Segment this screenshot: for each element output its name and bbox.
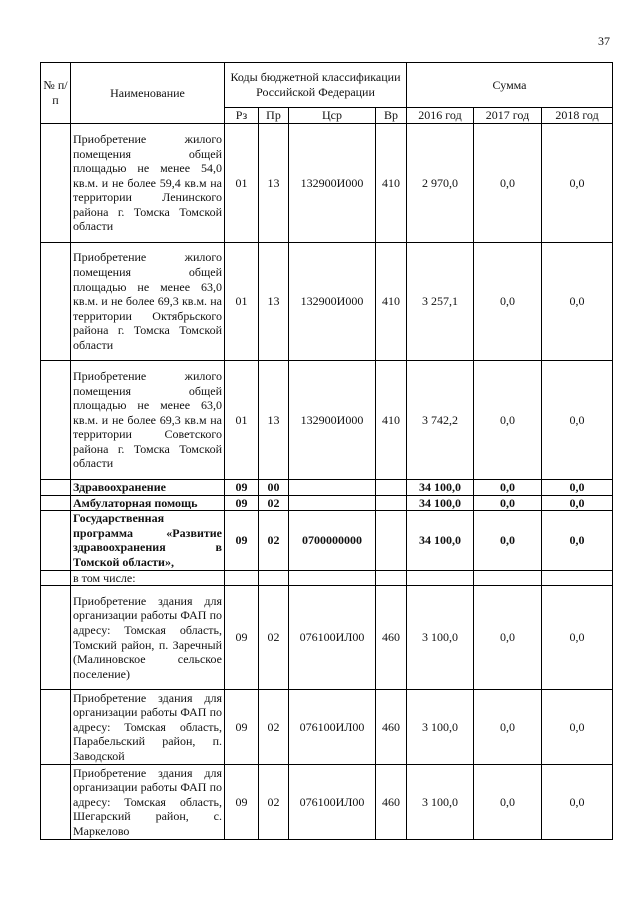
row-rz: 01 [225, 243, 259, 361]
row-2017: 0,0 [474, 243, 542, 361]
row-pr: 02 [259, 495, 289, 511]
row-2017: 0,0 [474, 690, 542, 765]
row-pr: 13 [259, 124, 289, 243]
row-vr: 460 [376, 765, 407, 840]
header-row [41, 63, 613, 108]
row-2016: 3 100,0 [407, 690, 474, 765]
budget-table [40, 62, 613, 840]
table-row [41, 570, 613, 586]
table-row [41, 765, 613, 840]
row-vr: 410 [376, 243, 407, 361]
row-num [41, 243, 71, 361]
row-pr: 02 [259, 690, 289, 765]
row-2018: 0,0 [542, 495, 613, 511]
row-num [41, 765, 71, 840]
table-row [41, 243, 613, 361]
row-rz: 09 [225, 765, 259, 840]
row-2018: 0,0 [542, 361, 613, 480]
row-name: Приобретение жилого помещения общей площадью не менее 63,0 кв.м. и не более 69,3 кв.м. на территории Октябрьского района г. Томска Томской области [71, 243, 225, 361]
row-name: Приобретение здания для организации работы ФАП по адресу: Томская область, Томский район, п. Заречный (Малиновское сельское поселение) [71, 586, 225, 690]
table-row-program [41, 511, 613, 570]
row-rz: 09 [225, 480, 259, 496]
table-row [41, 361, 613, 480]
row-csr: 132900И000 [289, 243, 376, 361]
row-vr [376, 495, 407, 511]
row-2018: 0,0 [542, 690, 613, 765]
row-2017: 0,0 [474, 480, 542, 496]
row-csr [289, 480, 376, 496]
row-name: Приобретение здания для организации работы ФАП по адресу: Томская область, Парабельский район, п. Заводской [71, 690, 225, 765]
row-2016: 3 257,1 [407, 243, 474, 361]
row-num [41, 511, 71, 570]
header-2016: 2016 год [407, 108, 474, 124]
row-2018: 0,0 [542, 124, 613, 243]
header-codes: Коды бюджетной классификации Российской Федерации [225, 63, 407, 108]
row-vr: 410 [376, 361, 407, 480]
row-2017: 0,0 [474, 765, 542, 840]
row-csr: 076100ИЛ00 [289, 586, 376, 690]
row-vr: 460 [376, 690, 407, 765]
row-csr [289, 495, 376, 511]
row-2016: 3 100,0 [407, 586, 474, 690]
table-row [41, 586, 613, 690]
header-csr: Цср [289, 108, 376, 124]
row-2016: 3 742,2 [407, 361, 474, 480]
row-num [41, 586, 71, 690]
row-name: Приобретение здания для организации работы ФАП по адресу: Томская область, Шегарский район, с. Маркелово [71, 765, 225, 840]
row-2016: 34 100,0 [407, 511, 474, 570]
row-name: Государственная программа «Развитие здравоохранения в Томской области», [71, 511, 225, 570]
row-num [41, 361, 71, 480]
row-num [41, 124, 71, 243]
row-num [41, 480, 71, 496]
table-row-section [41, 480, 613, 496]
header-rz: Рз [225, 108, 259, 124]
table-row [41, 690, 613, 765]
row-name: Здравоохранение [71, 480, 225, 496]
row-csr: 076100ИЛ00 [289, 765, 376, 840]
row-2016: 2 970,0 [407, 124, 474, 243]
row-csr: 076100ИЛ00 [289, 690, 376, 765]
row-2017: 0,0 [474, 361, 542, 480]
row-pr: 02 [259, 511, 289, 570]
row-2018: 0,0 [542, 765, 613, 840]
row-pr: 02 [259, 586, 289, 690]
row-2018: 0,0 [542, 511, 613, 570]
row-csr: 132900И000 [289, 361, 376, 480]
row-vr [376, 480, 407, 496]
row-pr: 02 [259, 765, 289, 840]
row-name: Приобретение жилого помещения общей площадью не менее 54,0 кв.м. и не более 59,4 кв.м на территории Ленинского района г. Томска Томской области [71, 124, 225, 243]
row-rz [225, 570, 259, 586]
row-pr: 13 [259, 361, 289, 480]
row-vr [376, 570, 407, 586]
row-rz: 09 [225, 495, 259, 511]
table-row [41, 124, 613, 243]
header-2017: 2017 год [474, 108, 542, 124]
row-pr: 13 [259, 243, 289, 361]
row-name: Приобретение жилого помещения общей площадью не менее 63,0 кв.м. и не более 69,3 кв.м на территории Советского района г. Томска Томской области [71, 361, 225, 480]
row-rz: 09 [225, 690, 259, 765]
row-csr [289, 570, 376, 586]
header-pr: Пр [259, 108, 289, 124]
row-pr: 00 [259, 480, 289, 496]
row-2016 [407, 570, 474, 586]
row-2017 [474, 570, 542, 586]
row-rz: 01 [225, 124, 259, 243]
row-2017: 0,0 [474, 124, 542, 243]
header-sum: Сумма [407, 63, 613, 108]
table-row-section [41, 495, 613, 511]
row-rz: 09 [225, 511, 259, 570]
row-vr [376, 511, 407, 570]
row-vr: 460 [376, 586, 407, 690]
row-rz: 09 [225, 586, 259, 690]
row-2018 [542, 570, 613, 586]
row-vr: 410 [376, 124, 407, 243]
row-2018: 0,0 [542, 586, 613, 690]
row-num [41, 570, 71, 586]
header-2018: 2018 год [542, 108, 613, 124]
row-csr: 132900И000 [289, 124, 376, 243]
row-name: Амбулаторная помощь [71, 495, 225, 511]
row-csr: 0700000000 [289, 511, 376, 570]
row-2016: 34 100,0 [407, 495, 474, 511]
row-2017: 0,0 [474, 495, 542, 511]
row-rz: 01 [225, 361, 259, 480]
row-2017: 0,0 [474, 511, 542, 570]
row-2016: 3 100,0 [407, 765, 474, 840]
header-num: № п/п [41, 63, 71, 124]
page-number: 37 [598, 34, 610, 48]
header-vr: Вр [376, 108, 407, 124]
row-2018: 0,0 [542, 243, 613, 361]
row-2018: 0,0 [542, 480, 613, 496]
row-2017: 0,0 [474, 586, 542, 690]
row-pr [259, 570, 289, 586]
row-num [41, 495, 71, 511]
header-name: Наименование [71, 63, 225, 124]
row-name: в том числе: [71, 570, 225, 586]
row-num [41, 690, 71, 765]
row-2016: 34 100,0 [407, 480, 474, 496]
